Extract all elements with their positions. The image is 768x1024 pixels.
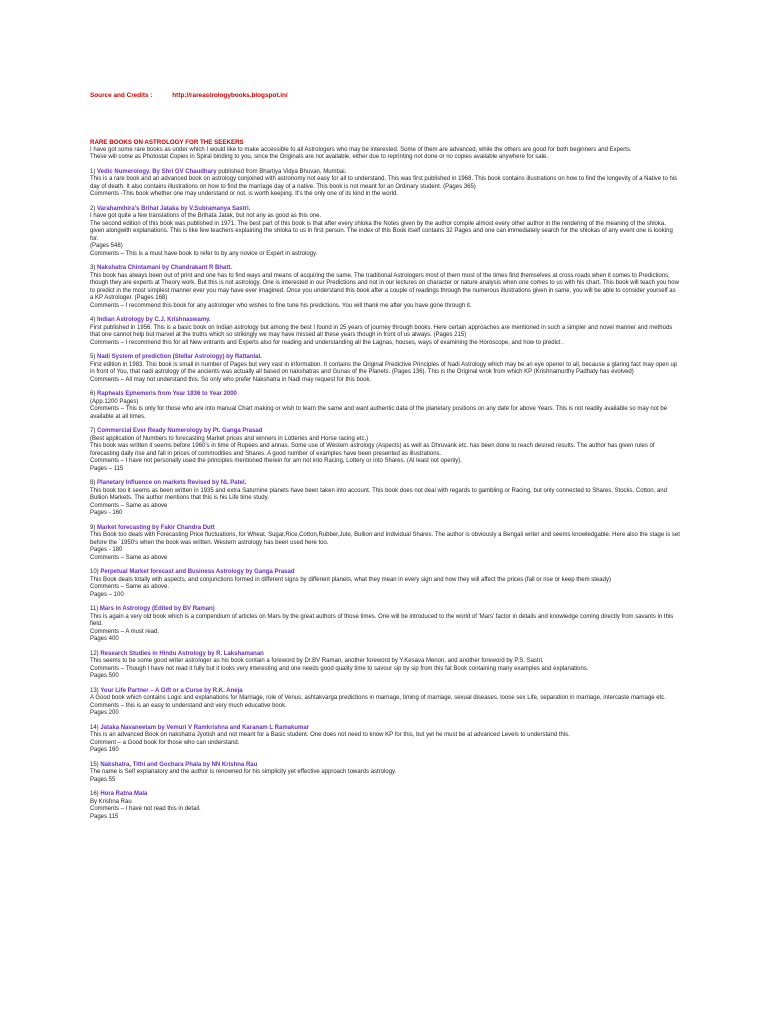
book-heading <box>90 688 680 696</box>
book-entry <box>90 480 680 518</box>
book-description-line: (Pages 548) <box>90 243 123 249</box>
document-heading: RARE BOOKS ON ASTROLOGY FOR THE SEEKERS <box>90 139 244 146</box>
book-number: 14) <box>90 724 99 731</box>
book-description-line: Comments – I recommend this for all New entrants and Experts also for reading and understanding all the Lagnas, houses, ways of examining the Horoscope, and how to predict . <box>90 339 564 346</box>
book-heading <box>90 725 680 733</box>
book-description-line: This is an advanced Book on nakshatra Jyotish and not meant for a Basic student. One does not need to know KP for this, but yet he must be at advanced Levels to understand this. <box>90 732 570 738</box>
book-description-line: This seems to be some good writer astrologer as his book contain a foreword by Dr.BV Raman, another foreword by Y.Kesava Menon, and another foreword by P.S. Sastri. <box>90 658 544 664</box>
book-entry <box>90 525 680 563</box>
book-number: 11) <box>90 606 99 612</box>
source-credits <box>90 92 288 99</box>
book-number: 12) <box>90 650 99 657</box>
book-entry <box>90 428 680 473</box>
book-heading <box>90 206 680 214</box>
book-entry <box>90 725 680 755</box>
book-description-line: Comments – All may not understand this. So only who prefer Nakshatra in Nadi may request for this book. <box>90 376 372 383</box>
book-heading <box>90 525 680 533</box>
book-title: Nakshatra Chintamani by Chandrakant R Bhatt. <box>97 265 233 271</box>
book-list <box>90 169 680 822</box>
book-title: Your Life Partner – A Gift or a Curse by R.K. Aneja <box>100 687 243 694</box>
book-heading <box>90 651 680 659</box>
book-heading <box>90 428 680 436</box>
book-description-line: This Book deals totally with aspects, and conjunctions formed in different signs by different planets, what they mean in every sign and how they will affect the prices (fall or rise or keep them steady) <box>90 576 611 583</box>
book-description-line: Pages - 180 <box>90 547 123 553</box>
book-description-line: The name is Self explanatory and the author is renowned for his simplicity yet effective approach towards astrology. <box>90 769 397 775</box>
book-title: Commercial Ever Ready Numerology by Pt. Ganga Prasad <box>97 428 263 434</box>
book-description-line: Pages 500 <box>90 673 119 679</box>
book-entry <box>90 762 680 785</box>
book-description-line: Pages 400 <box>90 636 119 642</box>
book-description-line: The second edition of this book was published in 1971. The best part of this book is that after every shloka the Notes given by the author compile almost every other author in the rendering of the meaning of the shloka, given alongwith explanations. This is like few teachers explaining the shloka to us in first person. The index of this Book itself contains 32 Pages and one can immediately search for the shlokas of any event one is looking for. <box>90 220 673 242</box>
source-url-link[interactable]: http://rareastrologybooks.blogspot.in/ <box>172 92 288 99</box>
book-number: 7) <box>90 428 96 434</box>
book-description-line: By Krishna Rau <box>90 798 132 805</box>
book-heading <box>90 265 680 273</box>
intro-paragraph <box>90 147 680 162</box>
book-number: 3) <box>90 265 96 271</box>
book-entry <box>90 206 680 259</box>
book-description-line: This book was written it seems before 1960's in time of Rupees and annas. Some use of Western astrology (Aspects) as well as Dhruvank etc. has been done to reach desired results. The author has given rules of forecasting daily rise and fall in prices of commodities and Shares. A good number of examples have been presented as illustrations. <box>90 443 655 457</box>
book-heading <box>90 480 680 488</box>
book-number: 13) <box>90 687 99 694</box>
book-description-line: Comments – Though I have not read it fully but it looks very interesting and one needs good quality time to savour sip by sip from this fat Book containing many examples and explanations. <box>90 665 589 672</box>
book-number: 9) <box>90 524 96 531</box>
book-number: 6) <box>90 391 96 397</box>
book-description-line: Pages – 115 <box>90 465 124 472</box>
book-title: Hora Ratna Mala <box>100 791 148 797</box>
source-label: Source and Credits : <box>90 92 153 99</box>
book-number: 1) <box>90 168 96 175</box>
book-entry <box>90 317 680 347</box>
book-heading <box>90 606 680 614</box>
book-description-line: Comment – a Good book for those who can understand. <box>90 739 240 746</box>
book-heading <box>90 762 680 770</box>
book-title: Mars in Astrology (Edited by BV Raman) <box>99 606 215 612</box>
book-description-line: Comments – Same as above <box>90 554 168 561</box>
book-description-line: (App.1200 Pages) <box>90 398 139 405</box>
book-number: 10) <box>90 569 99 575</box>
intro-line: These will come as Photostat Copies in Spiral binding to you, since the Originals are not available, either due to reprinting not done or no copies available anywhere for sale. <box>90 154 548 160</box>
book-description-line: This Book too deals with Forecasting Price fluctuations, for Wheat, Sugar,Rice,Cotton,Rubber,Jute, Bullion and Individual Shares. The author is obviously a Bengali writer and seems knowledgable. Here also the stage is set before the `1950's when the book was written. Western astrology has been used here too. <box>90 532 680 546</box>
book-title: Planetary Influence on markets Revised by NL Patel. <box>97 480 247 486</box>
book-description-line: Comments – This is a must have book to refer to by any novice or Expert in astrology. <box>90 250 318 257</box>
book-entry <box>90 606 680 644</box>
book-description-line: Comments – A must read. <box>90 628 160 635</box>
intro-line: I have got some rare books as under which I would like to make accessible to all Astrologers who may be interested. Some of them are advanced, while the others are good for both beginners and Experts. <box>90 146 632 153</box>
book-number: 8) <box>90 480 96 486</box>
book-description-line: I have got quite a few translations of the Brihata Jatak, but not any as good as this one. <box>90 213 322 219</box>
book-description-line: Comments – I have not personally used the principles mentioned therein for am not into Racing, Lottery or into Shares. (At least not openly). <box>90 458 462 464</box>
book-number: 4) <box>90 317 96 323</box>
book-description-line: (Best application of Numbers to forecasting Market prices and winners in Lotteries and Horse racing etc.) <box>90 435 369 442</box>
book-heading <box>90 317 680 325</box>
book-entry <box>90 688 680 718</box>
book-description-line: A Good book which contains Logic and explanations for Marriage, role of Venus, ashtakvarga predictions in marriage, timing of marriage, sexual diseases, loose sex Life, separation in marriage, intercaste marriage etc. <box>90 695 666 701</box>
book-number: 15) <box>90 761 99 768</box>
book-description-line: This is again a very old book which is a compendium of articles on Mars by the great authors of those times. One will be introduced to the world of 'Mars' factor in details and knowledge coming directly from savants in this field. <box>90 613 674 627</box>
book-heading <box>90 391 680 399</box>
book-title: Nadi System of prediction (Stellar Astrology) by Rattanlal. <box>97 354 262 360</box>
book-title: Research Studies in Hindu Astrology by R. Lakshamanan <box>100 650 264 657</box>
book-entry <box>90 651 680 681</box>
book-title: Indian Astrology by C.J. Krishnaswamy. <box>97 317 211 323</box>
book-entry <box>90 169 680 199</box>
book-number: 16) <box>90 791 99 797</box>
book-description-line: First published in 1956. This is a basic book on Indian astrology but among the best I found in 25 years of journey through books. Here certain approaches are mentioned in such a simpler and novel manner and methods that one cannot help but marvel at the truths which so strikingly we may have missed all these years though in front of us always. (Pages 215) <box>90 324 673 338</box>
book-description-line: Comments – This is only for those who are into manual Chart making or wish to learn the same and want authentic data of the planetary positions on any date for above Years. This is not readily available so may not be available at all times. <box>90 406 668 420</box>
book-description-line: This book has always been out of print and one has to find ways and means of acquiring the same. The traditional Astrologers most of them most of the times find themselves at cross roads when it comes to Predictions, though they are experts at Theory work. But this is not astrology. One is interested in our Predictions and not in our lectures on character or nature analysis when one comes to us with his chart. This book will teach you how to predict in the most simplest manner ever you may have ever imagined. Once you understand this book after a couple of readings through the numerous illustrations given in same, you will be able to consider yourself as a KP Astrologer. (Pages 168) <box>90 272 679 301</box>
book-description-line: Comments – Same as above. <box>90 584 170 590</box>
book-entry <box>90 265 680 310</box>
book-number: 2) <box>90 205 96 212</box>
book-entry <box>90 791 680 821</box>
book-description-line: Comments -This book whether one may understand or not, is worth keeping. It's the only one of its kind in the world. <box>90 191 398 197</box>
book-description-line: Comments – I have not read this in detail. <box>90 806 201 812</box>
book-description-line: First edition in 1983. This book is small in number of Pages but very vast in information. It contains the Original Predictive Principles of Nadi Astrology which may be an eye opener to all, because a glaring fact may open up in front of You, that nadi astrology of the ancients was actually all based on nakshatras and Gunas of the Planets. (Pages 136). This is the Original wrok from which KP (Krishnamurthy Padhaty has evolved) <box>90 361 678 375</box>
book-title: Nakshatra, Tithi and Gochara Phala by NN Krishna Rau <box>100 761 258 768</box>
book-title: Varahamihira's Brihat Jataka by V.Subramanya Sastri. <box>97 205 251 212</box>
book-heading <box>90 791 680 799</box>
book-number: 5) <box>90 354 96 360</box>
book-heading <box>90 569 680 577</box>
book-description-line: Pages – 100 <box>90 591 124 598</box>
book-entry <box>90 569 680 599</box>
book-description-line: Pages - 160 <box>90 510 123 516</box>
book-description-line: This is a rare book and an advanced book on astrology conjoined with astronomy not easy for all to understand. This was first published in 1968. This book contains illustrations on how to find the longevity of a Native to his day of death. It also contains illustrations on how to find the marriage day of a native. This book is not meant for an Ordinary student. (Pages 365) <box>90 176 678 190</box>
book-entry <box>90 354 680 384</box>
book-description-line: Pages 55 <box>90 776 116 783</box>
book-description-line: Pages 115 <box>90 813 119 820</box>
book-heading <box>90 354 680 362</box>
book-description-line: Pages 200 <box>90 710 119 716</box>
book-publisher: published from Bhartiya Vidya Bhuvan, Mumbai. <box>216 168 347 175</box>
book-entry <box>90 391 680 421</box>
book-title: Perpetual Market forecast and Business Astrology by Ganga Prasad <box>100 569 295 575</box>
book-description-line: Comments – I recommend this book for any astrologer who wishes to fine tune his predictions. You will thank me after you have gone through it. <box>90 302 472 309</box>
book-title: Market forecasting by Fakir Chandra Dutt <box>97 524 215 531</box>
book-title: Jataka Navaneetam by Vemuri V Ramkrishna and Karanam L Ramakumar <box>100 724 309 731</box>
book-description-line: This book too it seems as been written in 1935 and extra Saturnine planets have been taken into account. This book does not deal with regards to gambling or Racing, but only connected to Shares, Stocks, Cotton, and Bullion Markets. The author mentions that this is his Life time study. <box>90 487 667 501</box>
book-title: Rapheals Ephemeris from Year 1936 to Year 2000 <box>97 391 237 397</box>
document-body <box>90 139 680 828</box>
book-description-line: Comments – this is an easy to understand and very much educative book. <box>90 702 287 709</box>
book-description-line: Comments – Same as above <box>90 502 168 509</box>
book-heading <box>90 169 680 177</box>
book-title: Vedic Numerology. By Shri GV Chaudhary <box>97 168 217 175</box>
book-description-line: Pages 160 <box>90 747 119 753</box>
